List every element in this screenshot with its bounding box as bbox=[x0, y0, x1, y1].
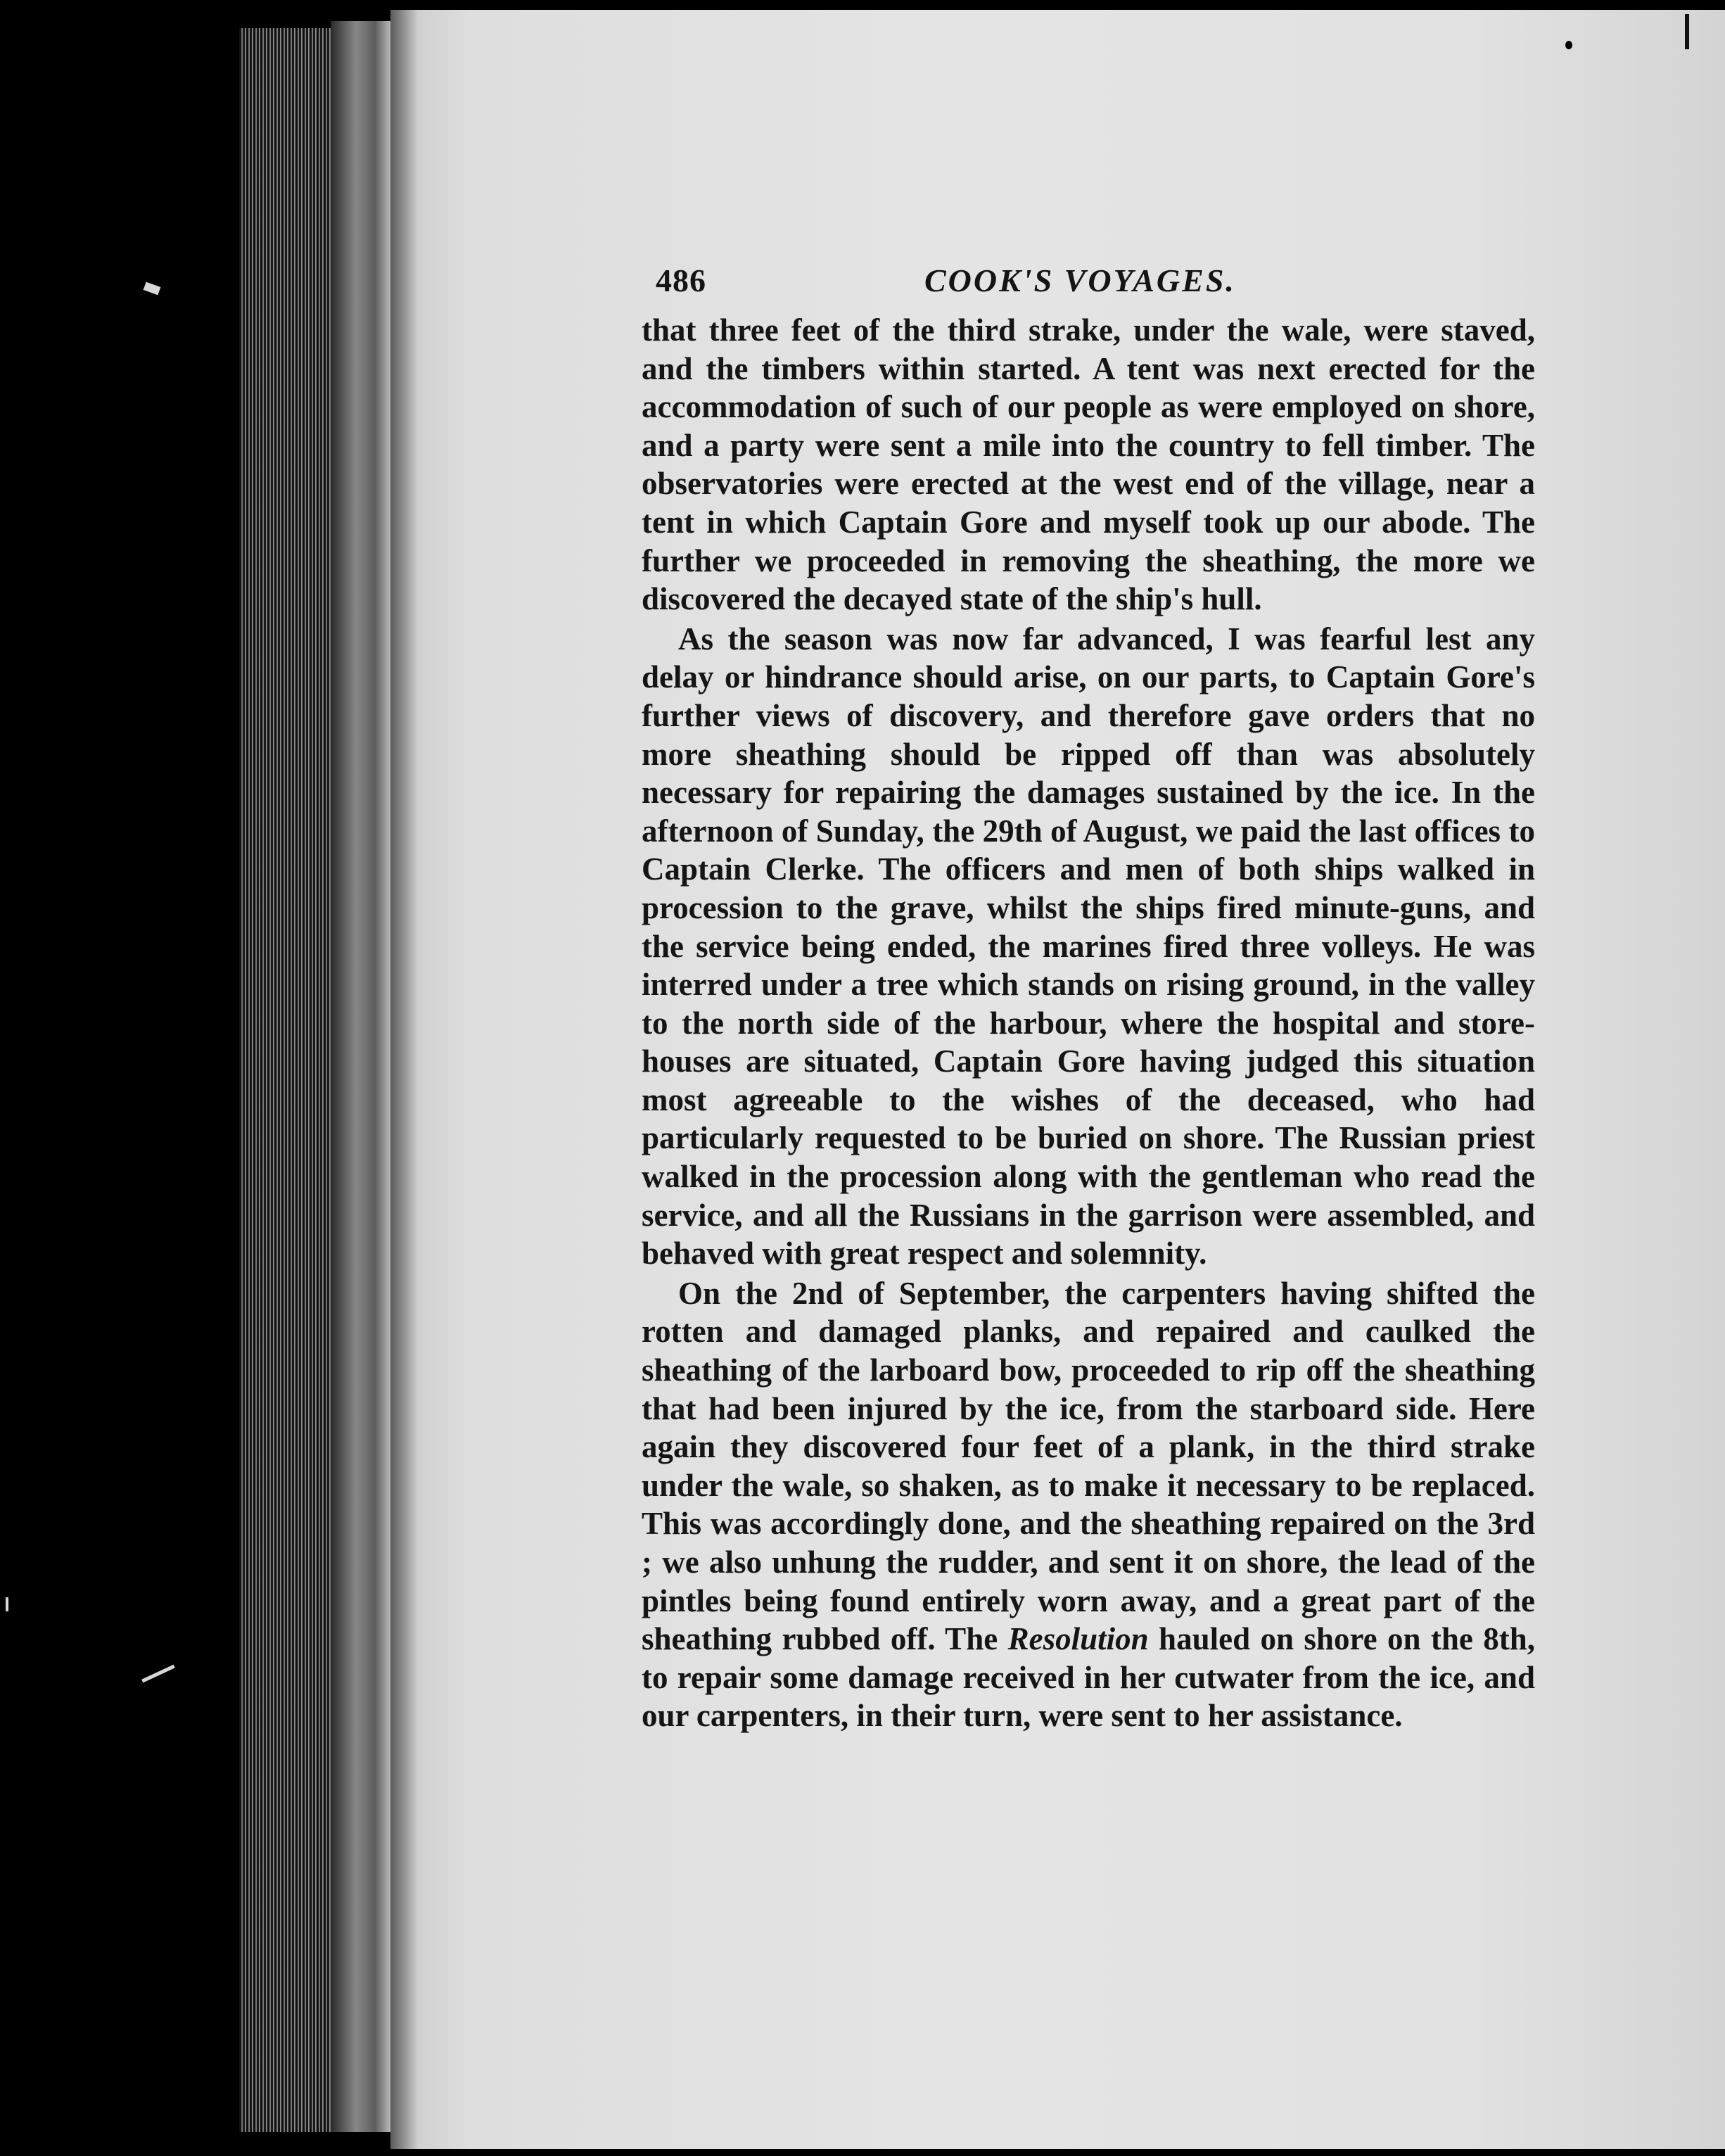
running-head: COOK'S VOYAGES. bbox=[924, 262, 1236, 298]
scan-artifact-left-1 bbox=[144, 282, 161, 296]
paragraph-text: hauled on shore on the 8th, to repair some damage received in her cutwater from the ice, and our carpenters, in their turn, were sent to her assistance. bbox=[642, 1621, 1536, 1734]
scan-artifact-mark bbox=[1685, 14, 1689, 49]
paragraph bbox=[642, 1274, 1535, 1735]
paragraph: As the season was now far advanced, I was fearful lest any delay or hindrance should arise, on our parts, to Captain Gore's further views of discovery, and therefore gave orders that no more sheathing should be ripped off than was absolutely necessary for repairing the damages sustained by the ice. In the afternoon of Sunday, the 29th of August, we paid the last offices to Captain Clerke. The officers and men of both ships walked in procession to the grave, whilst the ships fired minute-guns, and the service being ended, the marines fired three volleys. He was interred under a tree which stands on rising ground, in the valley to the north side of the harbour, where the hospital and store-houses are situated, Captain Gore having judged this situation most agreeable to the wishes of the deceased, who had particularly requested to be buried on shore. The Russian priest walked in the procession along with the gentleman who read the service, and all the Russians in the garrison were assembled, and behaved with great respect and solemnity. bbox=[642, 621, 1535, 1272]
ship-name: Resolution bbox=[1007, 1621, 1149, 1657]
paragraph-text: On the 2nd of September, the carpenters having shifted the rotten and damaged planks, and repaired and caulked the sheathing of the larboard bow, proceeded to rip off the sheathing that had been injured by the ice, from the starboard side. Here again they discovered four feet of a plank, in the third strake under the wale, so shaken, as to make it necessary to be replaced. This was accordingly done, and the sheathing repaired on the 3rd ; we also unhung the rudder, and sent it on shore, the lead of the pintles being found entirely worn away, and a great part of the sheathing rubbed off. bbox=[642, 1275, 1535, 1657]
scan-speck bbox=[1565, 41, 1572, 49]
page-edges-inner bbox=[331, 21, 394, 2132]
paragraph-text: The bbox=[935, 1621, 1008, 1657]
page-header bbox=[656, 262, 1535, 304]
paragraph: that three feet of the third strake, under the wale, were staved, and the timbers within started. A tent was next erected for the accommodation of such of our people as were employed on shore, and a party were sent a mile into the country to fell timber. The observatories were erected at the west end of the village, near a tent in which Captain Gore and myself took up our abode. The further we proceeded in removing the sheathing, the more we discovered the decayed state of the ship's hull. bbox=[642, 312, 1535, 617]
body-text bbox=[642, 311, 1535, 1735]
scan-artifact-left-3 bbox=[6, 1597, 8, 1611]
page-number: 486 bbox=[656, 262, 706, 298]
gutter-shadow bbox=[390, 10, 419, 2149]
scan-artifact-left-2 bbox=[141, 1665, 174, 1683]
